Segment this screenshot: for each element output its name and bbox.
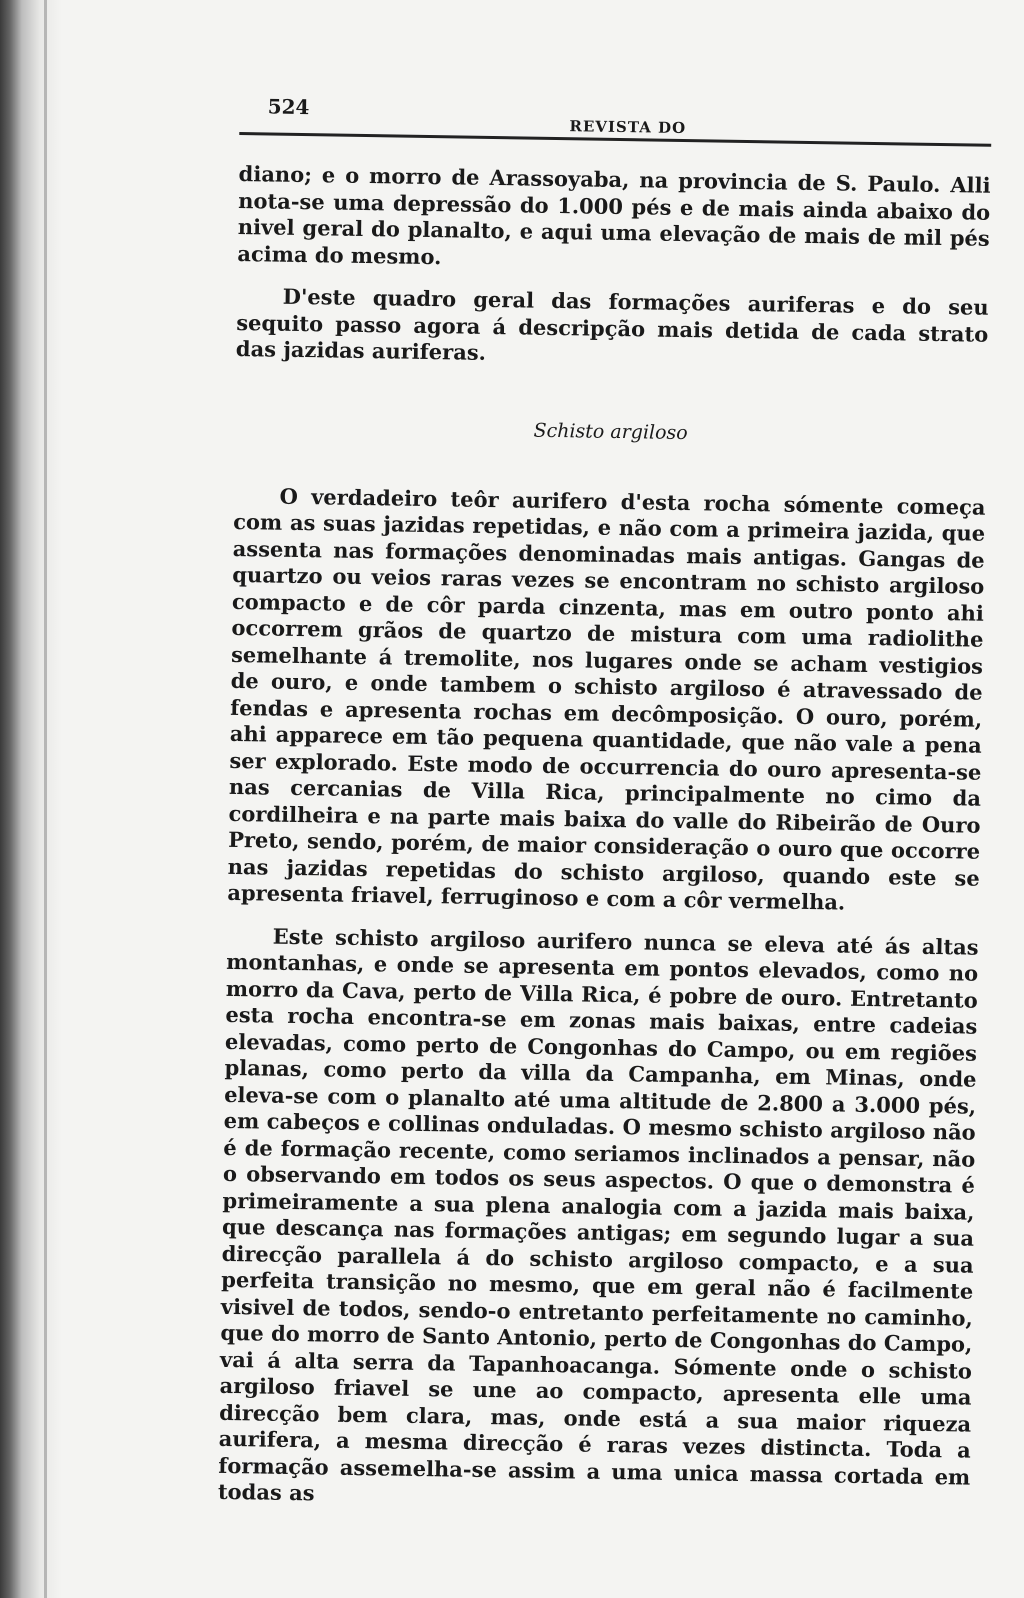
- paragraph-schisto-1: O verdadeiro teôr aurifero d'esta rocha sómente começa com as suas jazidas repetidas, e não com a primeira jazida, que assenta nas formações denominadas mais antigas. Gangas de quartzo ou veios raras vezes se encontram no schisto argiloso compacto e de côr parda cinzenta, mas em outro ponto ahi occorrem grãos de quartzo de mistura com uma radiolithe semelhante á tremolite, nos lugares onde se acham vestigios de ouro, e onde tambem o schisto argiloso é atravessado de fendas e apresenta rochas em decômposição. O ouro, porém, ahi apparece em tão pequena quantidade, que não vale a pena ser explorado. Este modo de occurrencia do ouro apresenta-se nas cercanias de Villa Rica, principalmente no cimo da cordilheira e na parte mais baixa do valle do Ribeirão de Ouro Preto, sendo, porém, de maior consideração o ouro que occorre nas jazidas repetidas do schisto argiloso, quando este se apresenta friavel, ferruginoso e com a côr vermelha.: [227, 483, 986, 915]
- running-head: [239, 88, 992, 147]
- binding-shadow-line: [44, 0, 47, 1598]
- page-number: 524: [267, 94, 310, 120]
- paragraph-schisto-2: Este schisto argiloso aurifero nunca se eleva até ás altas montanhas, e onde se apresenta em pontos elevados, como no morro da Cava, perto de Villa Rica, é pobre de ouro. Entretanto esta rocha encontra-se em zonas mais baixas, entre cadeias elevadas, como perto de Congonhas do Campo, ou em regiões planas, como perto da villa da Campanha, em Minas, onde eleva-se com o planalto até uma altitude de 2.800 a 3.000 pés, em cabeços e collinas onduladas. O mesmo schisto argiloso não é de formação recente, como seriamos inclinados a pensar, não o observando em todos os seus aspectos. O que o demonstra é primeiramente a sua plena analogia com a jazida mais baixa, que descança nas formações antigas; em segundo lugar a sua direcção parallela á do schisto argiloso compacto, e a sua perfeita transição no mesmo, que em geral não é facilmente visivel de todos, sendo-o entretanto perfeitamente no caminho, que do morro de Santo Antonio, perto de Congonhas do Campo, vai á alta serra da Tapanhoacanga. Sómente onde o schisto argiloso friavel se une ao compacto, apresenta elle uma direcção bem clara, mas, onde está a sua maior riqueza aurifera, a mesma direcção é raras vezes distincta. Toda a formação assemelha-se assim a uma unica massa cortada em todas as: [217, 923, 979, 1506]
- running-title: REVISTA DO: [569, 117, 687, 138]
- paragraph-continued: diano; e o morro de Arassoyaba, na provincia de S. Paulo. Alli nota-se uma depressão do 1.000 pés e de mais ainda abaixo do nivel geral do planalto, e aqui uma elevação de mais de mil pés acima do mesmo.: [237, 160, 991, 269]
- paragraph-transition: D'este quadro geral das formações auriferas e do seu sequito passo agora á descripção mais detida de cada strato das jazidas auriferas.: [235, 283, 989, 365]
- book-page: [218, 88, 992, 1517]
- section-heading: Schisto argiloso: [533, 419, 688, 444]
- book-binding-edge: [0, 0, 62, 1598]
